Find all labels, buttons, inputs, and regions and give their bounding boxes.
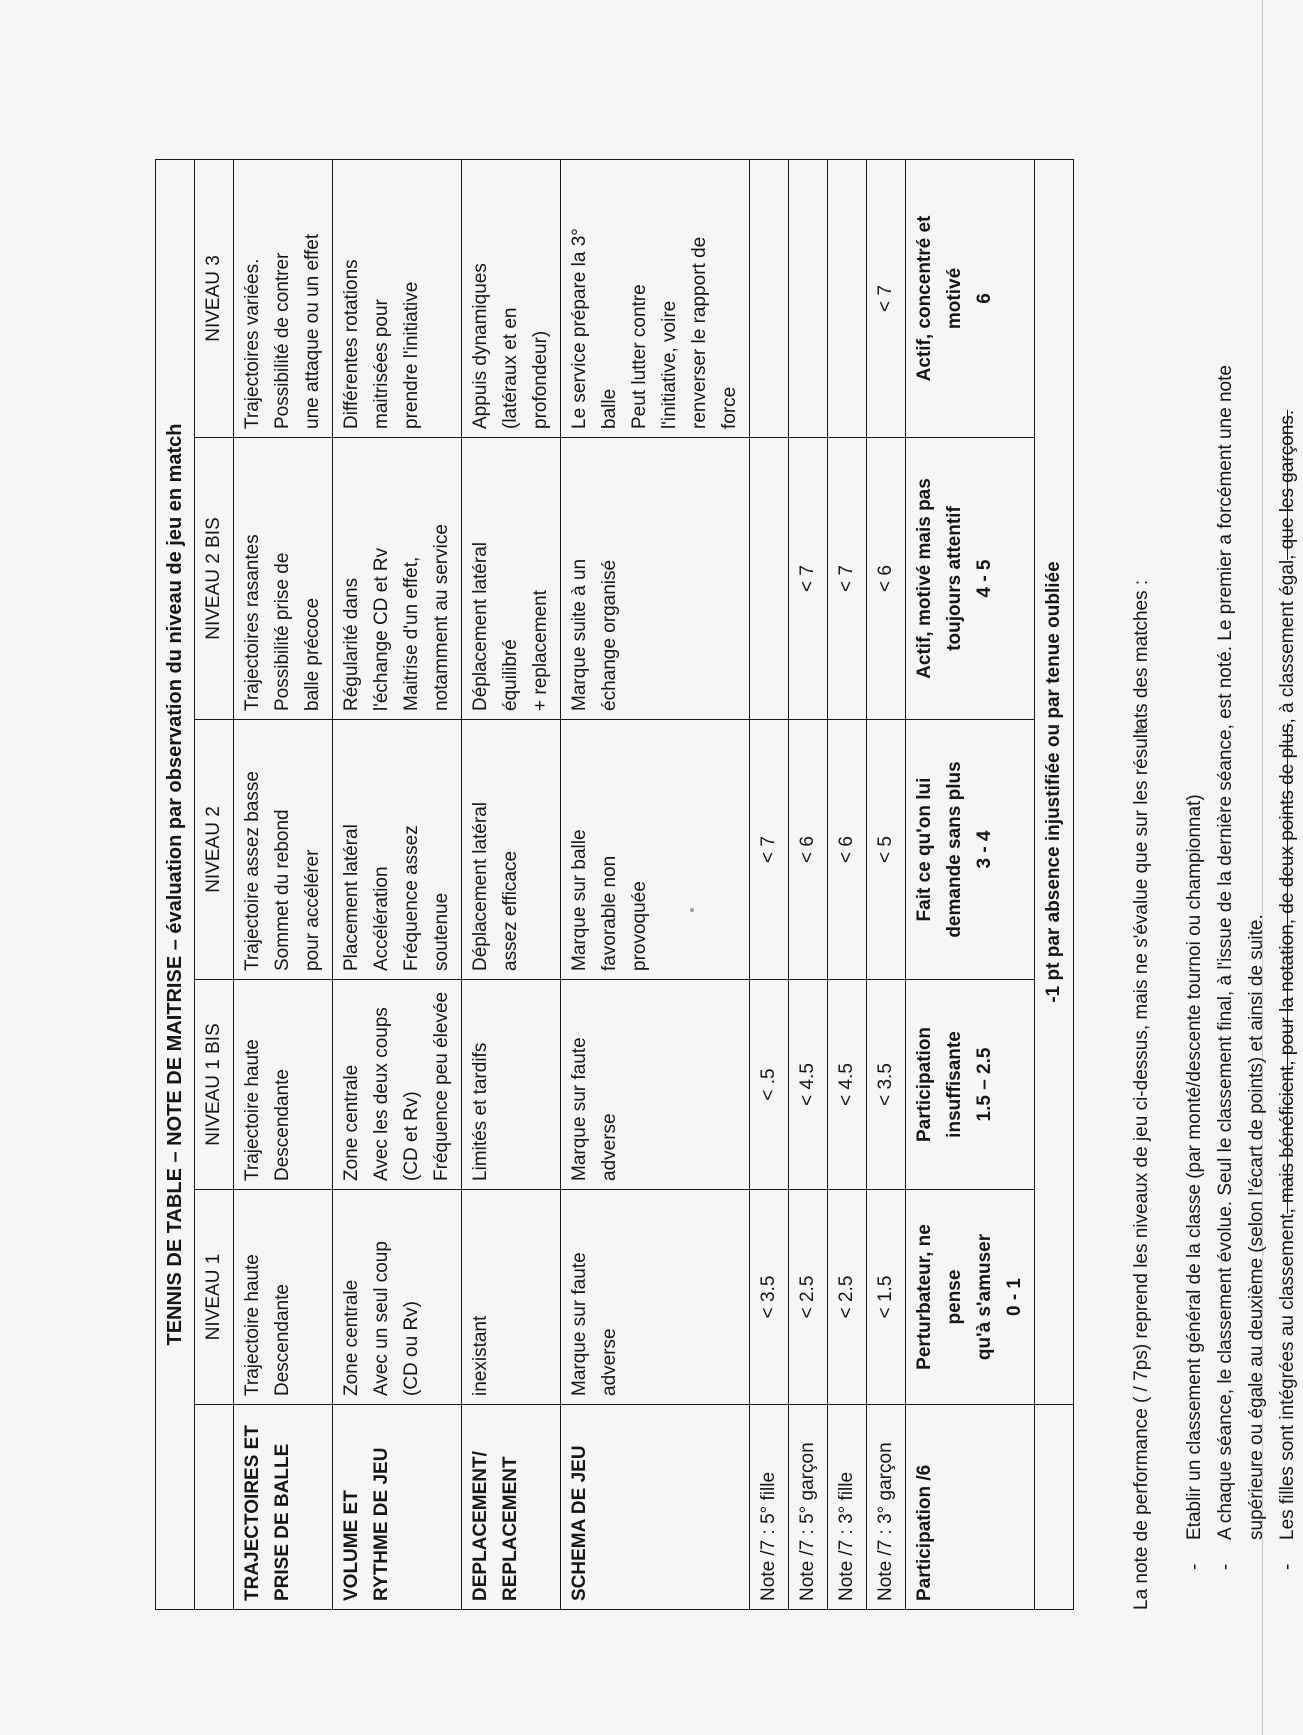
cell-line: 0 - 1 — [1004, 1277, 1025, 1317]
participation-row — [906, 159, 1035, 1609]
cell-line: Appuis dynamiques — [470, 263, 491, 429]
cell-line: Déplacement latéral — [470, 542, 491, 711]
criterion-cell — [234, 980, 333, 1190]
row-label: Note /7 : 3° fille — [828, 1405, 867, 1610]
cell-line: 6 — [974, 293, 995, 304]
cell-line: 3 - 4 — [974, 830, 995, 869]
cell-line: balle précoce — [302, 597, 323, 711]
note-value: < 5 — [867, 720, 906, 980]
criterion-cell — [561, 159, 750, 437]
criterion-cell — [234, 1190, 333, 1405]
criterion-row — [462, 159, 561, 1609]
cell-line: soutenue — [431, 892, 452, 971]
cell-line: Marque sur faute — [569, 1252, 590, 1396]
criterion-label: DEPLACEMENT/ REPLACEMENT — [462, 1405, 561, 1610]
participation-cell — [906, 720, 1035, 980]
note-row — [789, 159, 828, 1609]
note-value — [789, 159, 828, 437]
cell-line: adverse — [599, 1328, 620, 1396]
cell-line: balle — [599, 388, 620, 429]
criterion-cell — [333, 720, 462, 980]
cell-line: supérieure ou égale au deuxième (selon l'écart de points) et ainsi de suite. — [1246, 914, 1267, 1540]
bullet-text: , à classement égal — [1277, 559, 1298, 724]
participation-cell — [906, 438, 1035, 720]
note-rows-section — [750, 159, 906, 1609]
row-label: Participation /6 — [906, 1405, 1035, 1610]
bullet-text: Les filles sont intégrées au classement — [1277, 1213, 1298, 1540]
cell-line: pour accélérer — [302, 849, 323, 971]
note-row — [867, 159, 906, 1609]
criterion-label: SCHEMA DE JEU — [561, 1405, 750, 1610]
cell-line: provoquée — [629, 881, 650, 971]
cell-line: Fréquence peu élevée — [431, 991, 452, 1181]
cell-line: qu'à s'amuser — [974, 1233, 995, 1361]
cell-line: Marque sur faute — [569, 1037, 590, 1181]
cell-line: l'échange CD et Rv — [371, 547, 392, 711]
note-value: < 7 — [750, 720, 789, 980]
note-value — [750, 438, 789, 720]
note-value: < 3.5 — [750, 1190, 789, 1405]
note-value: < 4.5 — [828, 980, 867, 1190]
cell-line: (latéraux et en — [500, 307, 521, 429]
criterion-cell — [462, 1190, 561, 1405]
note-value: < 2.5 — [789, 1190, 828, 1405]
bullet-item — [1179, 160, 1210, 1570]
participation-cell — [906, 1190, 1035, 1405]
cell-line: profondeur) — [530, 330, 551, 429]
cell-line: Participation — [914, 1026, 935, 1143]
cell-line: échange organisé — [599, 559, 620, 711]
note-value — [828, 159, 867, 437]
cell-line: toujours attentif — [944, 506, 965, 651]
cell-line: Régularité dans — [341, 577, 362, 711]
cell-line: (CD et Rv) — [401, 1091, 422, 1181]
note-value: < 6 — [789, 720, 828, 980]
cell-line: Actif, motivé mais pas — [914, 478, 935, 679]
cell-line: Fait ce qu'on lui — [914, 777, 935, 922]
cell-line: Trajectoire haute — [242, 1254, 263, 1396]
cell-line: renverser le rapport de — [689, 236, 710, 429]
row-label: Note /7 : 3° garçon — [867, 1405, 906, 1610]
level-header: NIVEAU 2 BIS — [195, 438, 234, 720]
criterion-cell — [333, 438, 462, 720]
cell-line: Descendante — [272, 1069, 293, 1181]
criterion-cell — [561, 1190, 750, 1405]
note-value: < 1.5 — [867, 1190, 906, 1405]
level-header: NIVEAU 1 BIS — [195, 980, 234, 1190]
absence-row — [1035, 159, 1074, 1609]
level-header: NIVEAU 3 — [195, 159, 234, 437]
note-value: < 2.5 — [828, 1190, 867, 1405]
participation-cell — [906, 980, 1035, 1190]
cell-line: Avec un seul coup — [371, 1241, 392, 1396]
note-value: < 7 — [867, 159, 906, 437]
corner-cell — [195, 1405, 234, 1610]
cell-line: Différentes rotations — [341, 259, 362, 429]
cell-line: Maitrise d'un effet, — [401, 556, 422, 711]
criterion-cell — [333, 159, 462, 437]
note-value: < .5 — [750, 980, 789, 1190]
level-header-row — [195, 159, 234, 1609]
struck-text: , mais bénéficient, pour la notation, de deux points de plus — [1277, 723, 1298, 1214]
criterion-cell — [333, 980, 462, 1190]
cell-line: Possibilité prise de — [272, 552, 293, 711]
criterion-cell — [561, 438, 750, 720]
intro-text: La note de performance ( / 7ps) reprend les niveaux de jeu ci-dessus, mais ne s'évalue que sur les résultats des matches : — [1131, 579, 1152, 1610]
note-row — [828, 159, 867, 1609]
criterion-row — [234, 159, 333, 1609]
cell-line: Déplacement latéral — [470, 802, 491, 971]
cell-line: équilibré — [500, 639, 521, 711]
cell-line: Avec les deux coups — [371, 1007, 392, 1181]
criterion-row — [333, 159, 462, 1609]
cell-line: Marque suite à un — [569, 558, 590, 711]
cell-line: Limités et tardifs — [470, 1042, 491, 1181]
cell-line: Actif, concentré et — [914, 215, 935, 382]
criterion-label: TRAJECTOIRES ET PRISE DE BALLE — [234, 1405, 333, 1610]
criterion-row — [561, 159, 750, 1609]
cell-line: notamment au service — [431, 524, 452, 711]
cell-line: Trajectoire haute — [242, 1039, 263, 1181]
cell-line: Fréquence assez — [401, 825, 422, 971]
cell-line: - Etablir un classement général de la classe (par monté/descente tournoi ou championnat) — [1184, 794, 1205, 1540]
struck-text: , que les garçons. — [1277, 409, 1298, 560]
level-header: NIVEAU 2 — [195, 720, 234, 980]
cell-line: Placement latéral — [341, 824, 362, 971]
bullet-item — [1272, 160, 1303, 1570]
criterion-cell — [234, 720, 333, 980]
criterion-label: VOLUME ET RYTHME DE JEU — [333, 1405, 462, 1610]
cell-line: assez efficace — [500, 850, 521, 971]
bullet-item — [1210, 160, 1272, 1570]
cell-line: Peut lutter contre — [629, 284, 650, 429]
cell-line: demande sans plus — [944, 761, 965, 938]
note-value — [750, 159, 789, 437]
bullet-list — [1179, 160, 1303, 1610]
cell-line: Perturbateur, ne pense — [914, 1224, 965, 1370]
cell-line: 1.5 – 2.5 — [974, 1047, 995, 1122]
criterion-cell — [462, 159, 561, 437]
level-header: NIVEAU 1 — [195, 1190, 234, 1405]
cell-line: + replacement — [530, 590, 551, 711]
cell-line: Descendante — [272, 1284, 293, 1396]
note-value: < 7 — [828, 438, 867, 720]
criterion-cell — [462, 438, 561, 720]
note-value: < 7 — [789, 438, 828, 720]
criterion-cell — [234, 438, 333, 720]
criterion-cell — [561, 980, 750, 1190]
note-value: < 3.5 — [867, 980, 906, 1190]
cell-line: adverse — [599, 1113, 620, 1181]
cell-line: Trajectoire assez basse — [242, 771, 263, 971]
note-value: < 6 — [867, 438, 906, 720]
cell-line: Trajectoires variées. — [242, 258, 263, 429]
note-value: < 6 — [828, 720, 867, 980]
absence-spacer — [1035, 1405, 1074, 1610]
note-row — [750, 159, 789, 1609]
cell-line: force — [719, 386, 740, 429]
cell-line: Le service prépare la 3° — [569, 228, 590, 429]
cell-line: (CD ou Rv) — [401, 1300, 422, 1396]
title-row — [156, 159, 195, 1609]
note-value: < 4.5 — [789, 980, 828, 1190]
cell-line: Zone centrale — [341, 1279, 362, 1396]
cell-line: Zone centrale — [341, 1064, 362, 1181]
cell-line: Trajectoires rasantes — [242, 534, 263, 711]
cell-line: Accélération — [371, 866, 392, 971]
cell-line: 4 - 5 — [974, 559, 995, 598]
criterion-cell — [462, 720, 561, 980]
cell-line: favorable non — [599, 855, 620, 971]
performance-notes — [1120, 160, 1303, 1610]
cell-line: Sommet du rebond — [272, 809, 293, 971]
criterion-cell — [561, 720, 750, 980]
cell-line: - A chaque séance, le classement évolue. Seul le classement final, à l'issue de la dernière séance, est noté. Le premier a forcément une note — [1215, 365, 1236, 1540]
absence-note: -1 pt par absence injustifiée ou par tenue oubliée — [1035, 159, 1074, 1404]
cell-line: prendre l'initiative — [401, 281, 422, 429]
participation-cell — [906, 159, 1035, 437]
criteria-section — [234, 159, 750, 1609]
table-title: TENNIS DE TABLE – NOTE DE MAITRISE – évaluation par observation du niveau de jeu en match — [156, 159, 195, 1609]
criterion-cell — [462, 980, 561, 1190]
rotated-sheet — [120, 130, 1298, 1730]
cell-line: insuffisante — [944, 1031, 965, 1138]
cell-line: l'initiative, voire — [659, 300, 680, 429]
row-label: Note /7 : 5° garçon — [789, 1405, 828, 1610]
criterion-cell — [234, 159, 333, 437]
cell-line: Possibilité de contrer — [272, 252, 293, 429]
cell-line: inexistant — [470, 1315, 491, 1396]
cell-line: maitrisées pour — [371, 299, 392, 429]
cell-line: une attaque ou un effet — [302, 233, 323, 429]
evaluation-table — [155, 159, 1074, 1610]
row-label: Note /7 : 5° fille — [750, 1405, 789, 1610]
criterion-cell — [333, 1190, 462, 1405]
cell-line: motivé — [944, 267, 965, 330]
cell-line: Marque sur balle — [569, 829, 590, 971]
